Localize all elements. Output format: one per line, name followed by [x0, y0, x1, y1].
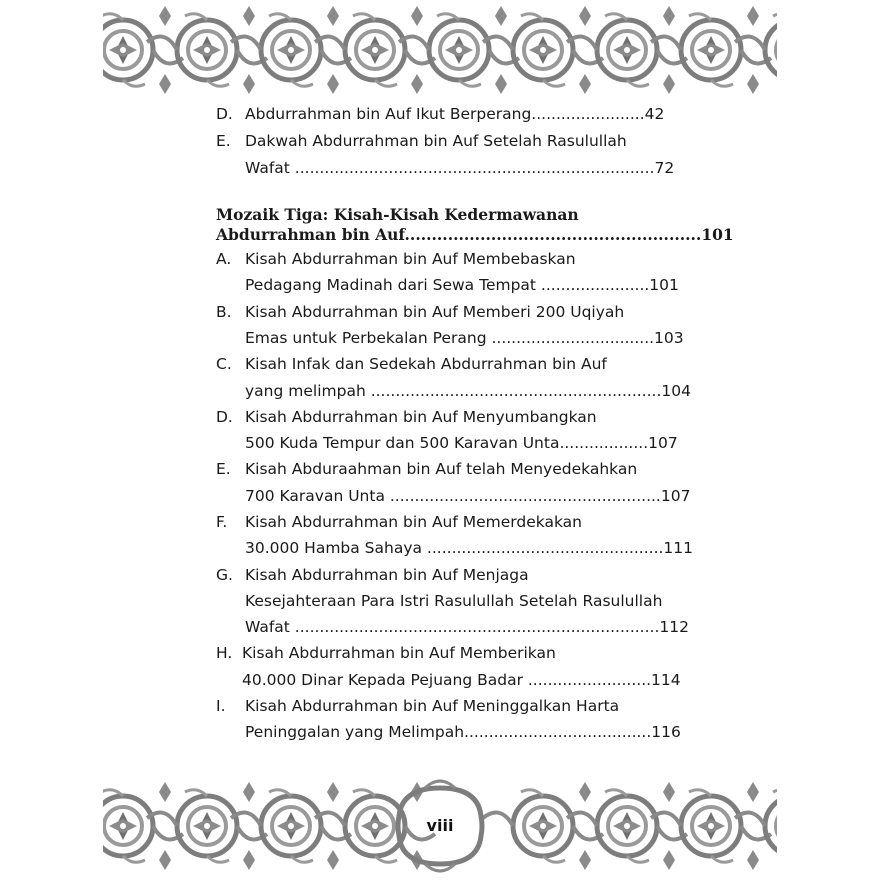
toc-marker: A. [216, 250, 232, 268]
toc-entry-text: Dakwah Abdurrahman bin Auf Setelah Rasulullah [245, 132, 627, 150]
toc-marker: B. [216, 303, 232, 321]
section-heading: Mozaik Tiga: Kisah-Kisah Kedermawanan [216, 205, 579, 224]
toc-entry-text: Kesejahteraan Para Istri Rasulullah Setelah Rasulullah [245, 592, 663, 610]
toc-marker: D. [216, 105, 233, 123]
toc-entry-text: Kisah Abdurrahman bin Auf Menyumbangkan [245, 408, 597, 426]
toc-entry-text: 700 Karavan Unta .......................................................107 [245, 487, 691, 505]
toc-entry-text: yang melimpah ...........................................................104 [245, 382, 691, 400]
toc-entry-text: Kisah Infak dan Sedekah Abdurrahman bin Auf [245, 355, 607, 373]
page-number-badge [410, 809, 470, 841]
toc-entry-text: 30.000 Hamba Sahaya ................................................111 [245, 539, 694, 557]
toc-entry-text: Kisah Abdurrahman bin Auf Memberikan [242, 644, 556, 662]
toc-entry-text: 500 Kuda Tempur dan 500 Karavan Unta..................107 [245, 434, 678, 452]
toc-entry-text: Kisah Abdurrahman bin Auf Memerdekakan [245, 513, 582, 531]
toc-entry-text: Peninggalan yang Melimpah......................................116 [245, 723, 681, 741]
toc-entry-text: Wafat ..........................................................................112 [245, 618, 689, 636]
toc-marker: E. [216, 132, 231, 150]
toc-marker: E. [216, 460, 231, 478]
toc-marker: H. [216, 644, 233, 662]
toc-marker: I. [216, 697, 226, 715]
toc-entry-text: Pedagang Madinah dari Sewa Tempat ......................101 [245, 276, 679, 294]
toc-entry-text: Kisah Abdurrahman bin Auf Meninggalkan Harta [245, 697, 620, 715]
toc-entry-text: Kisah Abdurrahman bin Auf Menjaga [245, 566, 529, 584]
toc-marker: C. [216, 355, 232, 373]
toc-entry-text: Emas untuk Perbekalan Perang .................................103 [245, 329, 684, 347]
toc-marker: G. [216, 566, 233, 584]
toc-marker: D. [216, 408, 233, 426]
section-heading-continued: Abdurrahman bin Auf.......................................................101 [216, 225, 734, 244]
toc-entry-text: Kisah Abduraahman bin Auf telah Menyedekahkan [245, 460, 638, 478]
toc-entry-text: Abdurrahman bin Auf Ikut Berperang.......................42 [245, 105, 665, 123]
toc-marker: F. [216, 513, 228, 531]
page-number: viii [426, 815, 454, 835]
toc-entry-text: Kisah Abdurrahman bin Auf Memberi 200 Uqiyah [245, 303, 625, 321]
toc-entry-text: 40.000 Dinar Kepada Pejuang Badar .........................114 [242, 671, 681, 689]
toc-entry-text: Kisah Abdurrahman bin Auf Membebaskan [245, 250, 576, 268]
toc-entry-text: Wafat .........................................................................72 [245, 159, 675, 177]
